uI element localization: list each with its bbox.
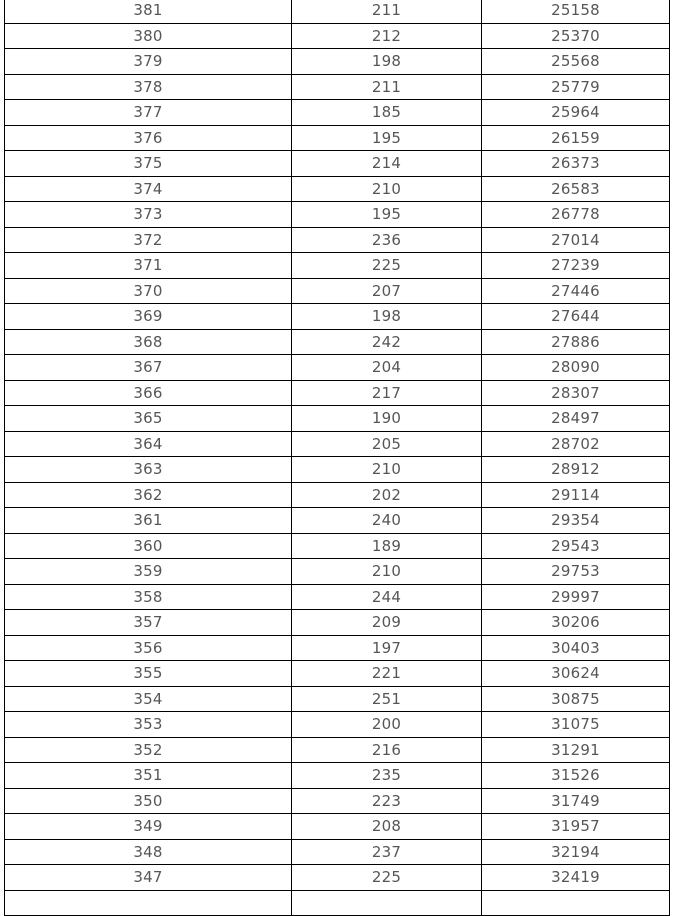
- cumulative-cell: 32419: [482, 865, 670, 891]
- table-row: [5, 278, 670, 304]
- table-row: [5, 49, 670, 75]
- table-row: [5, 661, 670, 687]
- count-cell: 204: [292, 355, 482, 381]
- table-row: [5, 865, 670, 891]
- table-row: [5, 508, 670, 534]
- score-cell: 356: [5, 635, 292, 661]
- count-cell: 200: [292, 712, 482, 738]
- count-cell: 207: [292, 278, 482, 304]
- count-cell: 210: [292, 559, 482, 585]
- cumulative-cell: 29997: [482, 584, 670, 610]
- cumulative-cell: 26373: [482, 151, 670, 177]
- score-cell: 351: [5, 763, 292, 789]
- score-cell: 381: [5, 0, 292, 23]
- cumulative-cell: 25964: [482, 100, 670, 126]
- cumulative-cell: 26778: [482, 202, 670, 228]
- cumulative-cell: 26159: [482, 125, 670, 151]
- cumulative-cell: 27886: [482, 329, 670, 355]
- cumulative-cell: 25568: [482, 49, 670, 75]
- cumulative-cell: 27014: [482, 227, 670, 253]
- cumulative-cell: 28497: [482, 406, 670, 432]
- table-row: [5, 559, 670, 585]
- count-cell: 240: [292, 508, 482, 534]
- cumulative-cell: 28307: [482, 380, 670, 406]
- cumulative-cell: 30624: [482, 661, 670, 687]
- table-row: [5, 23, 670, 49]
- table-row: [5, 839, 670, 865]
- count-cell: 244: [292, 584, 482, 610]
- score-cell: 357: [5, 610, 292, 636]
- count-cell: 198: [292, 49, 482, 75]
- cumulative-cell: 26583: [482, 176, 670, 202]
- score-cell: 375: [5, 151, 292, 177]
- table-row: [5, 227, 670, 253]
- score-cell: 374: [5, 176, 292, 202]
- count-cell: 214: [292, 151, 482, 177]
- score-cell: 361: [5, 508, 292, 534]
- cumulative-cell: 31075: [482, 712, 670, 738]
- count-cell: 217: [292, 380, 482, 406]
- count-cell: 202: [292, 482, 482, 508]
- table-row: [5, 202, 670, 228]
- score-cell: 350: [5, 788, 292, 814]
- score-cell: 360: [5, 533, 292, 559]
- score-cell: 370: [5, 278, 292, 304]
- cumulative-cell: 31957: [482, 814, 670, 840]
- count-cell: 251: [292, 686, 482, 712]
- cumulative-cell: 27644: [482, 304, 670, 330]
- cumulative-cell: 25370: [482, 23, 670, 49]
- table-row: [5, 74, 670, 100]
- table-row: [5, 686, 670, 712]
- cumulative-cell: 28090: [482, 355, 670, 381]
- cumulative-cell: 30206: [482, 610, 670, 636]
- cumulative-cell: 29354: [482, 508, 670, 534]
- count-cell: 195: [292, 125, 482, 151]
- table-row: [5, 100, 670, 126]
- cumulative-cell: 25158: [482, 0, 670, 23]
- score-cell: 365: [5, 406, 292, 432]
- cumulative-cell: 29753: [482, 559, 670, 585]
- score-cell: 347: [5, 865, 292, 891]
- score-cell: 359: [5, 559, 292, 585]
- score-cell: 379: [5, 49, 292, 75]
- table-row: [5, 533, 670, 559]
- table-row: [5, 482, 670, 508]
- table-row: [5, 304, 670, 330]
- score-cell: 352: [5, 737, 292, 763]
- count-cell: 210: [292, 176, 482, 202]
- score-cell: 363: [5, 457, 292, 483]
- table-row: [5, 151, 670, 177]
- count-cell: 208: [292, 814, 482, 840]
- score-table: [4, 0, 670, 916]
- count-cell: 216: [292, 737, 482, 763]
- table-row: [5, 814, 670, 840]
- table-row: [5, 431, 670, 457]
- cumulative-cell: 29543: [482, 533, 670, 559]
- score-cell: 372: [5, 227, 292, 253]
- score-cell: 376: [5, 125, 292, 151]
- table-row: [5, 253, 670, 279]
- score-table-container: [4, 0, 669, 916]
- cumulative-cell: 31749: [482, 788, 670, 814]
- score-cell: 371: [5, 253, 292, 279]
- score-cell: 367: [5, 355, 292, 381]
- count-cell: 211: [292, 0, 482, 23]
- table-row: [5, 329, 670, 355]
- table-row: [5, 176, 670, 202]
- score-cell: 348: [5, 839, 292, 865]
- score-cell: 378: [5, 74, 292, 100]
- score-cell: 380: [5, 23, 292, 49]
- count-cell: 211: [292, 74, 482, 100]
- table-row: [5, 125, 670, 151]
- count-cell: 235: [292, 763, 482, 789]
- count-cell: 189: [292, 533, 482, 559]
- score-cell: 369: [5, 304, 292, 330]
- table-row: [5, 788, 670, 814]
- count-cell: 195: [292, 202, 482, 228]
- cumulative-cell: 27446: [482, 278, 670, 304]
- count-cell: 237: [292, 839, 482, 865]
- table-row: [5, 635, 670, 661]
- table-row: [5, 406, 670, 432]
- score-cell: 349: [5, 814, 292, 840]
- table-row: [5, 584, 670, 610]
- score-cell: 358: [5, 584, 292, 610]
- table-row: [5, 712, 670, 738]
- count-cell: 205: [292, 431, 482, 457]
- score-table-body: [5, 0, 670, 916]
- count-cell: 236: [292, 227, 482, 253]
- table-row: [5, 380, 670, 406]
- count-cell: 225: [292, 253, 482, 279]
- cumulative-cell: 32194: [482, 839, 670, 865]
- count-cell: 242: [292, 329, 482, 355]
- count-cell: 212: [292, 23, 482, 49]
- score-cell: 364: [5, 431, 292, 457]
- cumulative-cell: 29114: [482, 482, 670, 508]
- table-row: [5, 763, 670, 789]
- score-cell: 366: [5, 380, 292, 406]
- score-cell: 373: [5, 202, 292, 228]
- score-cell: 368: [5, 329, 292, 355]
- cumulative-cell: 28912: [482, 457, 670, 483]
- table-row: [5, 457, 670, 483]
- count-cell: 210: [292, 457, 482, 483]
- table-row: [5, 610, 670, 636]
- table-row: [5, 355, 670, 381]
- count-cell: 209: [292, 610, 482, 636]
- cumulative-cell: 31526: [482, 763, 670, 789]
- score-cell: 354: [5, 686, 292, 712]
- cumulative-cell: 25779: [482, 74, 670, 100]
- score-cell: 353: [5, 712, 292, 738]
- cumulative-cell: 27239: [482, 253, 670, 279]
- cumulative-cell: 28702: [482, 431, 670, 457]
- count-cell: 225: [292, 865, 482, 891]
- count-cell: 198: [292, 304, 482, 330]
- count-cell: 221: [292, 661, 482, 687]
- cumulative-cell: 30875: [482, 686, 670, 712]
- score-cell: 362: [5, 482, 292, 508]
- score-cell: 355: [5, 661, 292, 687]
- count-cell: 197: [292, 635, 482, 661]
- table-row: [5, 737, 670, 763]
- cumulative-cell: 31291: [482, 737, 670, 763]
- table-row: [5, 0, 670, 23]
- score-cell: 377: [5, 100, 292, 126]
- count-cell: 185: [292, 100, 482, 126]
- cumulative-cell: 30403: [482, 635, 670, 661]
- count-cell: 223: [292, 788, 482, 814]
- count-cell: 190: [292, 406, 482, 432]
